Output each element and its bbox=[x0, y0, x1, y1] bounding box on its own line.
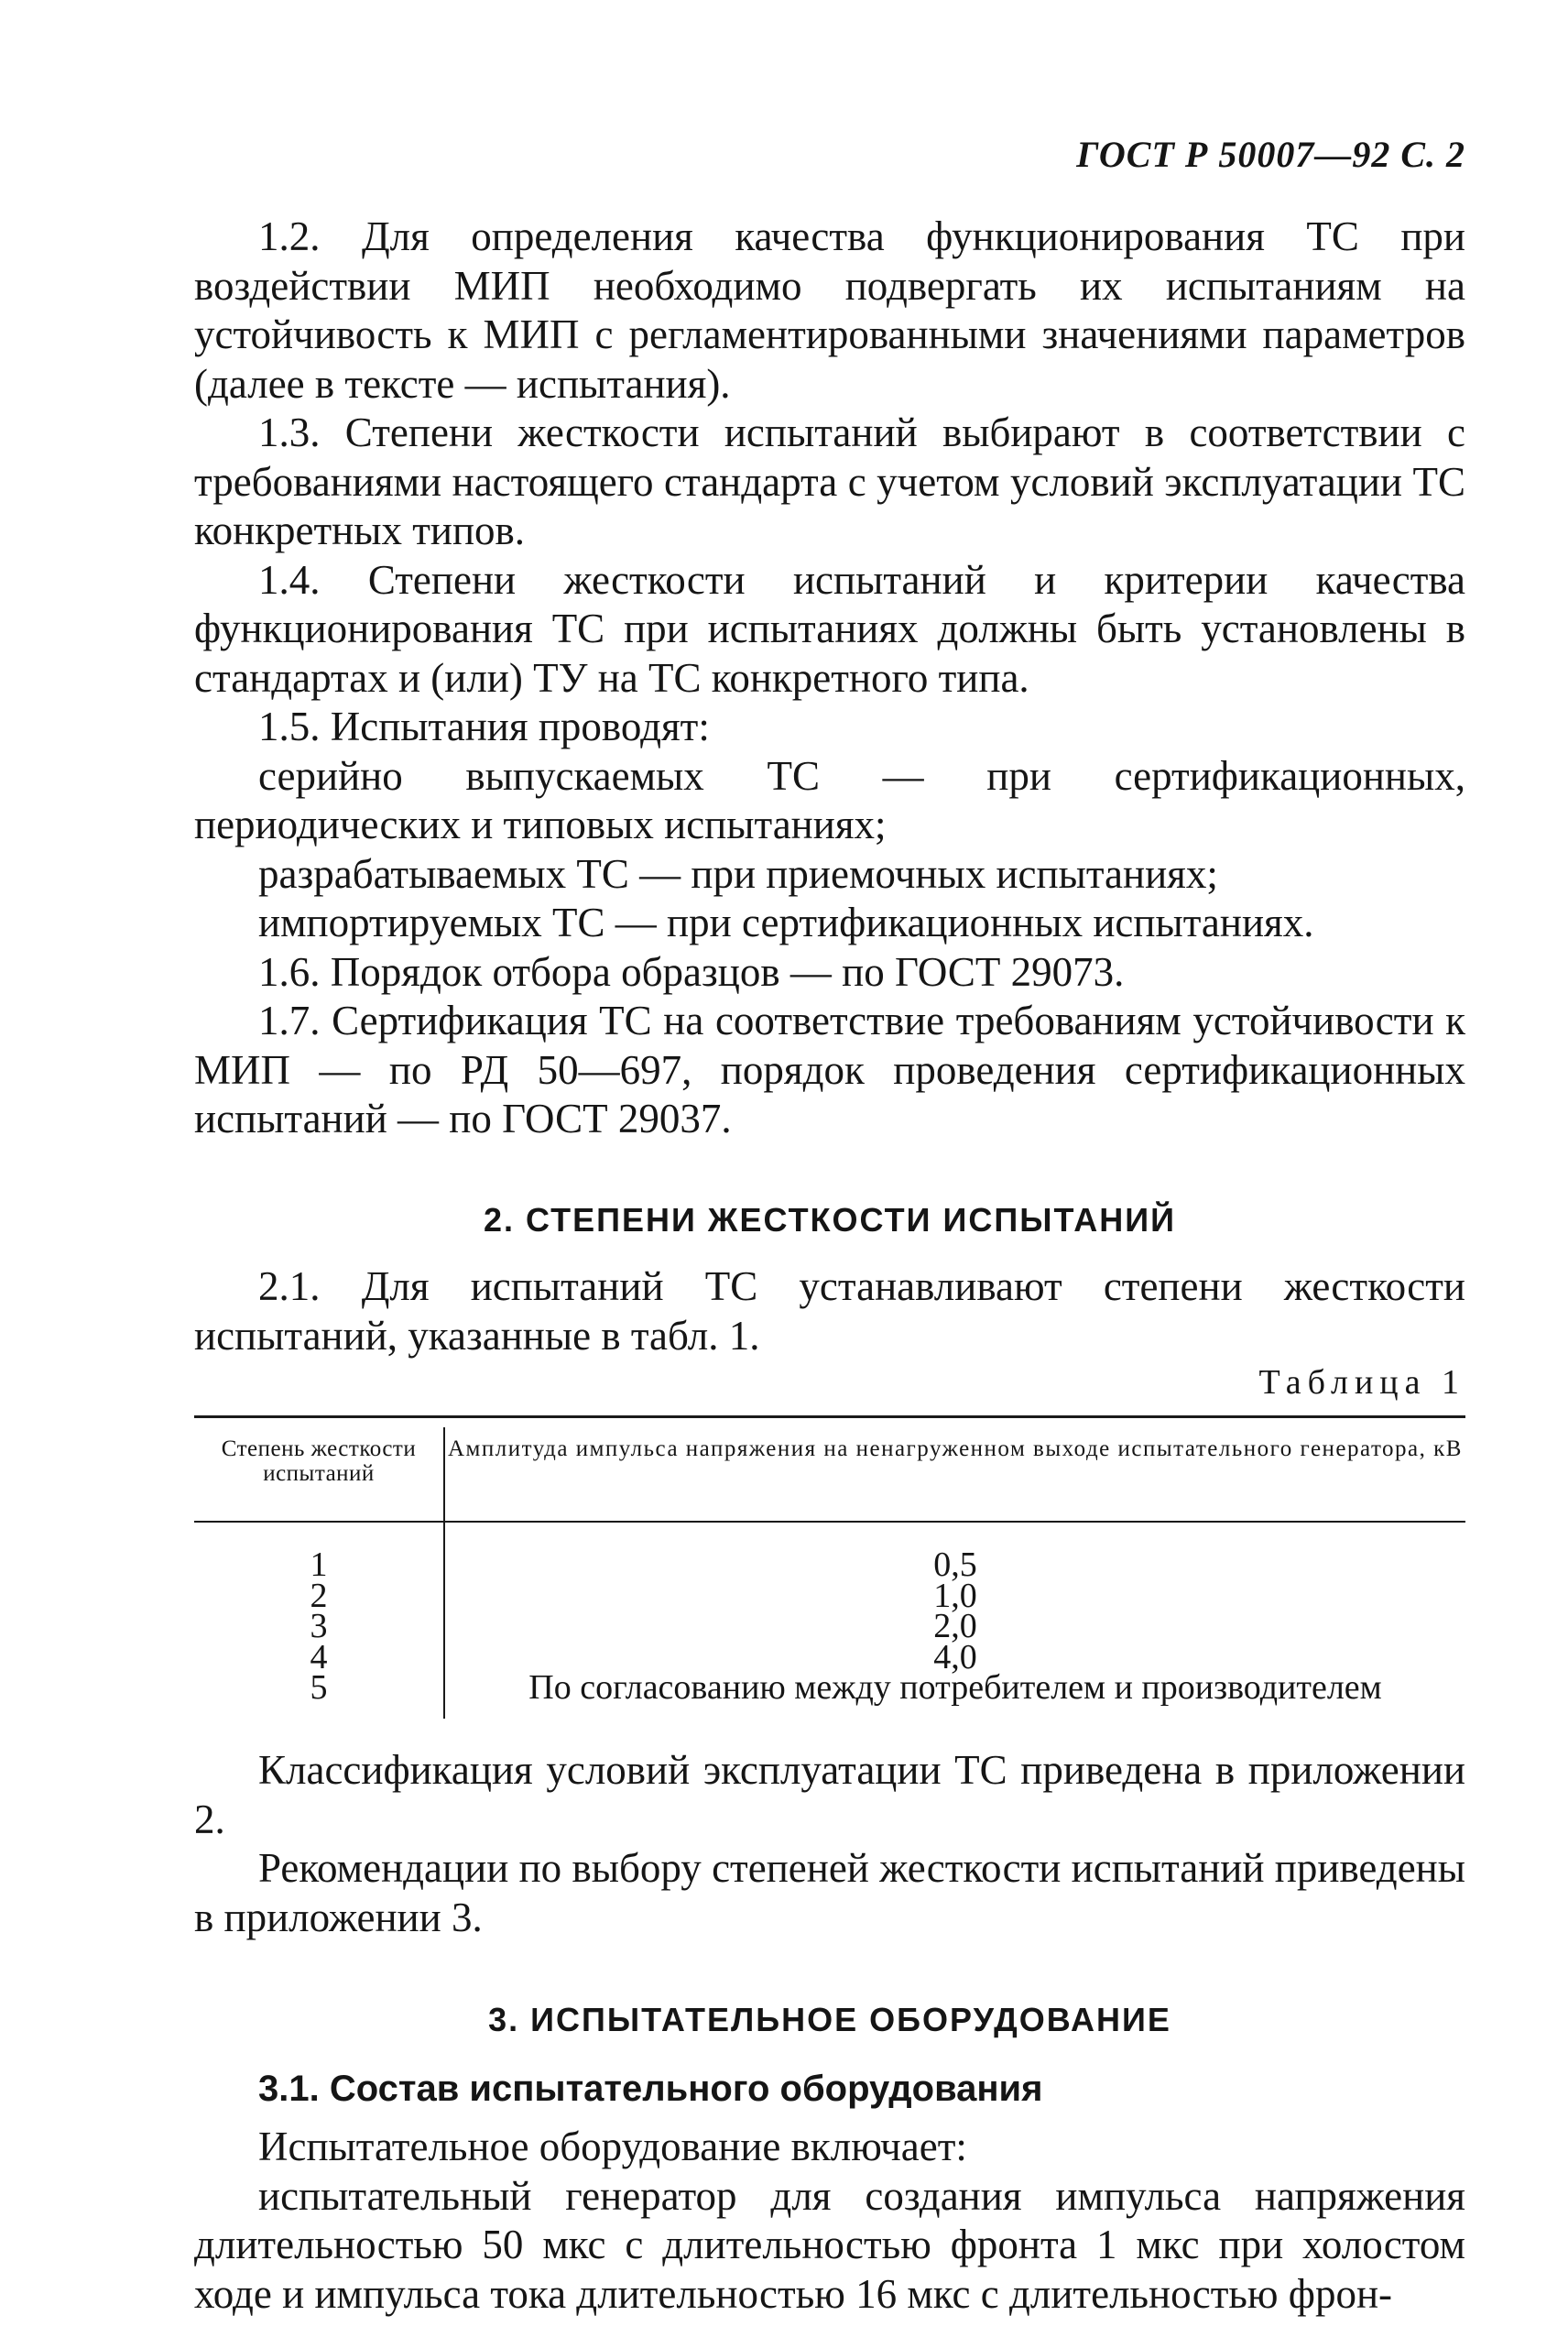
paragraph-generator: испытательный генератор для создания импульса напряжения длительностью 50 мкс с длительностью фронта 1 мкс при холостом ходе и импульса тока длительностью 16 мкс с длительностью фрон- bbox=[194, 2172, 1465, 2317]
paragraph-2-1: 2.1. Для испытаний ТС устанавливают степени жесткости испытаний, указанные в табл. 1. bbox=[194, 1263, 1465, 1359]
table-header-degree: Степень жесткости испытаний bbox=[221, 1436, 417, 1486]
table-row bbox=[194, 1607, 1465, 1645]
table-cell-degree: 2 bbox=[310, 1576, 328, 1615]
table-header bbox=[194, 1418, 1465, 1523]
table-header-amplitude: Амплитуда импульса напряжения на ненагруженном выходе испытательного генератора, кВ bbox=[448, 1436, 1463, 1461]
section-2-heading: 2. СТЕПЕНИ ЖЕСТКОСТИ ИСПЫТАНИЙ bbox=[484, 1200, 1176, 1239]
paragraph-1-3: 1.3. Степени жесткости испытаний выбирают в соответствии с требованиями настоящего стандарта с учетом условий эксплуатации ТС конкретных типов. bbox=[194, 410, 1465, 553]
paragraph-1-6: 1.6. Порядок отбора образцов — по ГОСТ 29073. bbox=[258, 948, 1125, 995]
page-content bbox=[194, 213, 1465, 2319]
table-cell-amplitude: 4,0 bbox=[933, 1637, 977, 1676]
paragraph-1-7: 1.7. Сертификация ТС на соответствие требованиям устойчивости к МИП — по РД 50—697, порядок проведения сертификационных испытаний — по ГОСТ 29037. bbox=[194, 998, 1465, 1141]
table-cell-amplitude: 2,0 bbox=[933, 1607, 977, 1645]
paragraph-classification: Классификация условий эксплуатации ТС приведена в приложении 2. bbox=[194, 1747, 1465, 1842]
paragraph-imported: импортируемых ТС — при сертификационных испытаниях. bbox=[258, 900, 1314, 945]
paragraph-1-4: 1.4. Степени жесткости испытаний и критерии качества функционирования ТС при испытаниях должны быть установлены в стандартах и (или) ТУ на ТС конкретного типа. bbox=[194, 556, 1465, 701]
table-body bbox=[194, 1523, 1465, 1733]
paragraph-1-2: 1.2. Для определения качества функционирования ТС при воздействии МИП необходимо подвергать их испытаниям на устойчивость к МИП с регламентированными значениями параметров (далее в тексте — испытания). bbox=[194, 213, 1465, 407]
table-cell-degree: 4 bbox=[310, 1637, 328, 1676]
table-row bbox=[194, 1576, 1465, 1615]
paragraph-1-5: 1.5. Испытания проводят: bbox=[258, 704, 710, 749]
table-cell-amplitude: 0,5 bbox=[933, 1545, 977, 1584]
table-caption: Таблица 1 bbox=[1258, 1363, 1465, 1402]
table-cell-amplitude: 1,0 bbox=[933, 1576, 977, 1615]
table-cell-degree: 5 bbox=[310, 1668, 328, 1707]
paragraph-recommendations: Рекомендации по выбору степеней жесткости испытаний приведены в приложении 3. bbox=[194, 1845, 1465, 1940]
table-cell-degree: 3 bbox=[310, 1607, 328, 1645]
subsection-3-1-heading: 3.1. Состав испытательного оборудования bbox=[258, 2068, 1043, 2109]
severity-table bbox=[194, 1415, 1465, 1733]
paragraph-serial: серийно выпускаемых ТС — при сертификационных, периодических и типовых испытаниях; bbox=[194, 752, 1465, 847]
table-row bbox=[194, 1668, 1465, 1707]
paragraph-equipment-includes: Испытательное оборудование включает: bbox=[258, 2124, 967, 2169]
table-cell-amplitude: По согласованию между потребителем и производителем bbox=[528, 1668, 1382, 1707]
section-3-heading: 3. ИСПЫТАТЕЛЬНОЕ ОБОРУДОВАНИЕ bbox=[488, 2001, 1171, 2038]
paragraph-developed: разрабатываемых ТС — при приемочных испытаниях; bbox=[258, 850, 1218, 897]
page-header: ГОСТ Р 50007—92 С. 2 bbox=[1076, 134, 1465, 175]
table-cell-degree: 1 bbox=[310, 1545, 328, 1584]
table-row bbox=[194, 1545, 1465, 1584]
